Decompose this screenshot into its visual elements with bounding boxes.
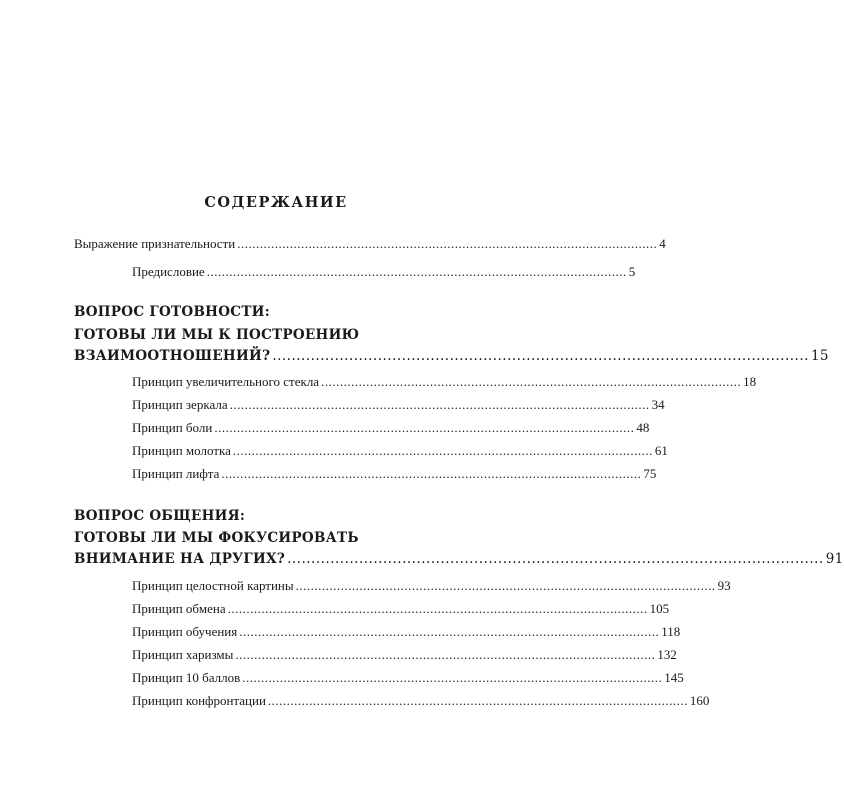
toc-entry-page: 18 — [743, 374, 757, 389]
toc-entry-title: Принцип молотка — [132, 443, 231, 458]
dot-leader: ................................................................................................................ — [287, 551, 824, 567]
toc-entry-title: Принцип увеличительного стекла — [132, 374, 320, 389]
toc-entry-title: Предисловие — [132, 264, 205, 279]
dot-leader: ................................................................................................................ — [321, 374, 742, 389]
toc-entry-page: 5 — [628, 264, 636, 279]
dot-leader: ................................................................................................................ — [237, 236, 658, 251]
toc-entry[interactable] — [132, 622, 681, 642]
toc-entry-page: 75 — [643, 466, 657, 481]
page-heading: СОДЕРЖАНИЕ — [204, 194, 348, 211]
toc-entry[interactable] — [132, 441, 668, 461]
dot-leader: ................................................................................................................ — [272, 348, 809, 364]
toc-entry-title: Выражение признательности — [74, 236, 236, 251]
toc-section-entry[interactable] — [74, 346, 829, 366]
section-title-line: ВОПРОС ОБЩЕНИЯ: — [74, 508, 246, 524]
toc-entry-title: ВНИМАНИЕ НА ДРУГИХ? — [74, 551, 286, 567]
toc-entry[interactable] — [132, 418, 650, 438]
toc-entry-page: 61 — [654, 443, 668, 458]
toc-entry-title: Принцип боли — [132, 420, 213, 435]
dot-leader: ................................................................................................................ — [221, 466, 642, 481]
toc-entry[interactable] — [132, 395, 665, 415]
dot-leader: ................................................................................................................ — [227, 601, 648, 616]
dot-leader: ................................................................................................................ — [242, 670, 663, 685]
toc-entry[interactable] — [132, 576, 731, 596]
toc-entry-title: Принцип обмена — [132, 601, 226, 616]
toc-entry[interactable] — [132, 691, 710, 711]
toc-entry[interactable] — [132, 464, 657, 484]
toc-entry-title: Принцип целостной картины — [132, 578, 294, 593]
toc-entry-page: 145 — [664, 670, 684, 685]
toc-section-entry[interactable] — [74, 549, 844, 569]
toc-entry[interactable] — [132, 372, 757, 392]
toc-entry-preface[interactable] — [132, 262, 636, 282]
toc-entry-title: Принцип конфронтации — [132, 693, 266, 708]
dot-leader: ................................................................................................................ — [229, 397, 650, 412]
toc-entry-title: ВЗАИМООТНОШЕНИЙ? — [74, 348, 271, 364]
section-title-line: ГОТОВЫ ЛИ МЫ К ПОСТРОЕНИЮ — [74, 327, 360, 343]
toc-entry-page: 160 — [689, 693, 710, 708]
section-title-line: ГОТОВЫ ЛИ МЫ ФОКУСИРОВАТЬ — [74, 530, 359, 546]
dot-leader: ................................................................................................................ — [235, 647, 656, 662]
toc-entry-page: 93 — [717, 578, 731, 593]
toc-entry[interactable] — [132, 645, 677, 665]
toc-entry-title: Принцип лифта — [132, 466, 220, 481]
toc-entry-page: 48 — [636, 420, 650, 435]
toc-entry-page: 15 — [810, 348, 829, 364]
dot-leader: ................................................................................................................ — [239, 624, 660, 639]
toc-entry-page: 118 — [661, 624, 681, 639]
toc-entry-page: 4 — [659, 236, 666, 251]
toc-entry-title: Принцип зеркала — [132, 397, 228, 412]
toc-entry[interactable] — [132, 599, 670, 619]
dot-leader: ................................................................................................................ — [206, 264, 627, 279]
toc-entry-page: 105 — [649, 601, 670, 616]
toc-entry[interactable] — [132, 668, 684, 688]
toc-entry-page: 132 — [657, 647, 677, 662]
toc-entry-page: 34 — [651, 397, 665, 412]
toc-entry-title: Принцип харизмы — [132, 647, 234, 662]
section-title-line: ВОПРОС ГОТОВНОСТИ: — [74, 304, 271, 320]
dot-leader: ................................................................................................................ — [267, 693, 688, 708]
dot-leader: ................................................................................................................ — [232, 443, 653, 458]
toc-entry-page: 91 — [825, 551, 844, 567]
dot-leader: ................................................................................................................ — [295, 578, 716, 593]
toc-entry-title: Принцип 10 баллов — [132, 670, 241, 685]
toc-entry-title: Принцип обучения — [132, 624, 238, 639]
toc-entry-acknowledgements[interactable] — [74, 234, 666, 254]
dot-leader: ................................................................................................................ — [214, 420, 635, 435]
